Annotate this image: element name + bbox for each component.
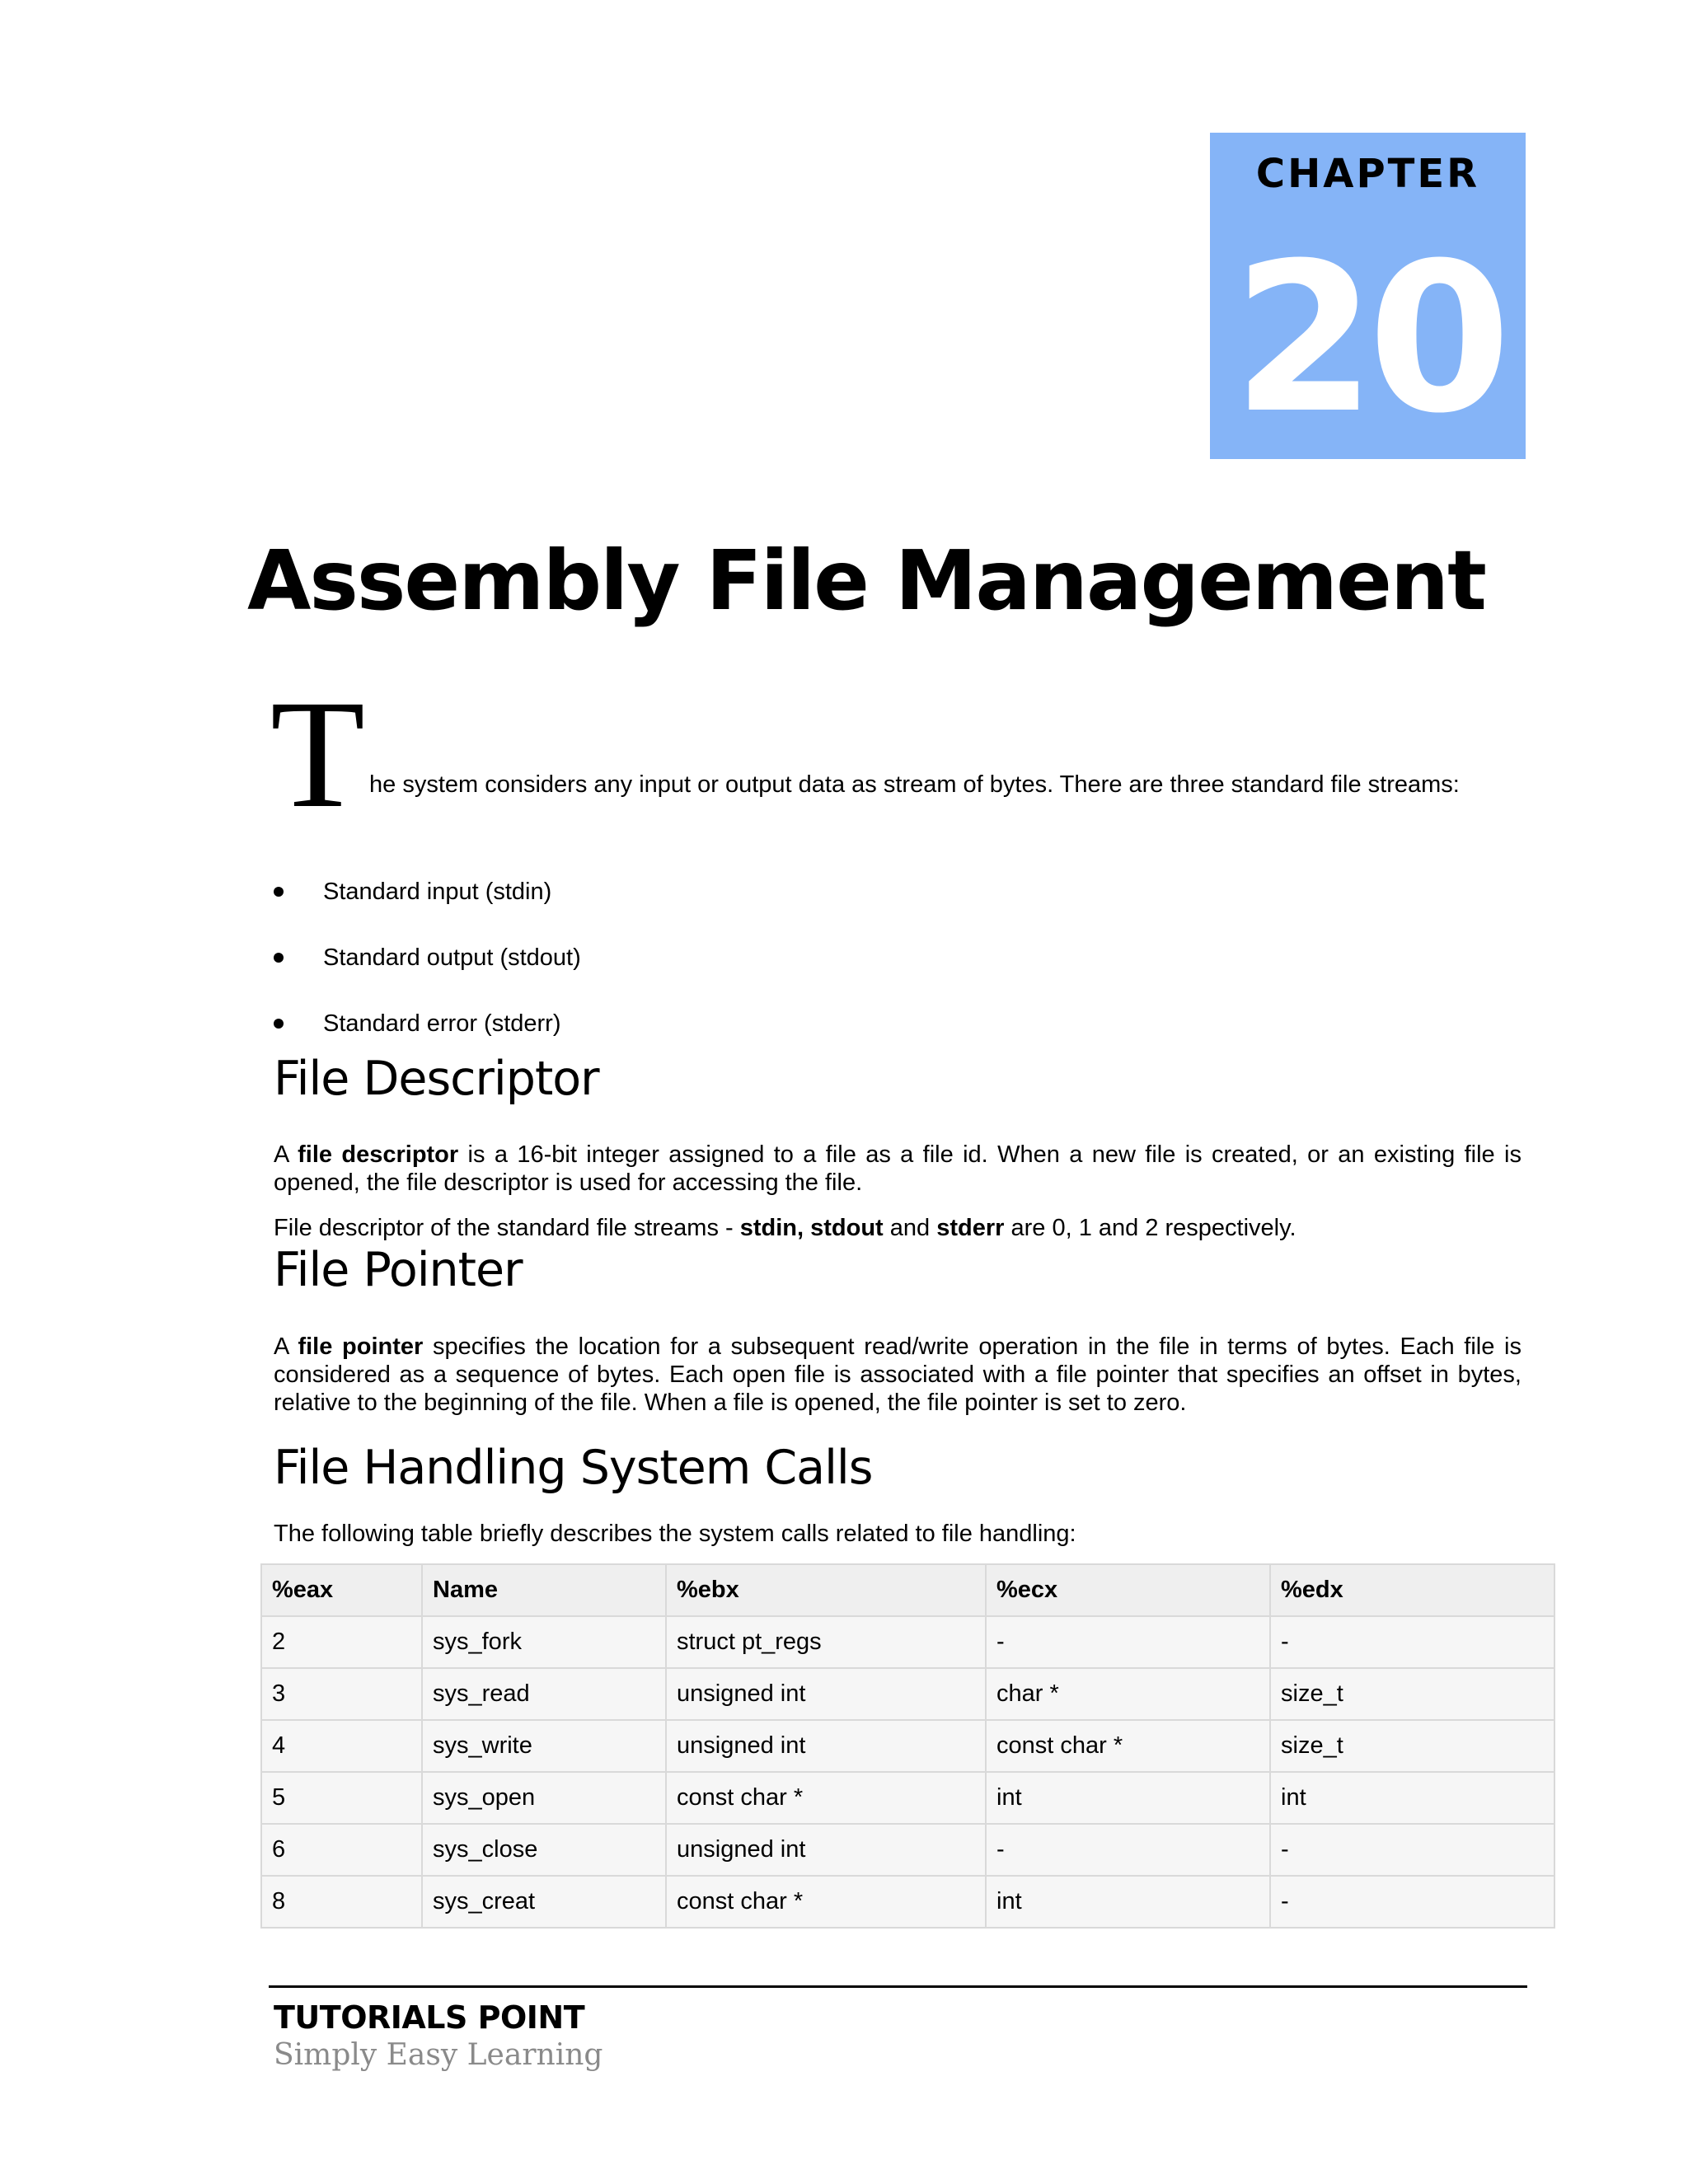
table-cell: unsigned int	[666, 1720, 986, 1772]
text-run: are 0, 1 and 2 respectively.	[1004, 1215, 1296, 1241]
term-file-descriptor: file descriptor	[298, 1141, 459, 1168]
table-row	[261, 1720, 1554, 1772]
page-title: Assembly File Management	[247, 532, 1485, 629]
table-cell: 2	[261, 1616, 422, 1668]
chapter-badge	[1210, 133, 1526, 459]
table-cell: -	[1270, 1824, 1554, 1876]
text-run: and	[883, 1215, 937, 1241]
heading-file-handling: File Handling System Calls	[274, 1441, 873, 1495]
standard-descriptors-paragraph	[274, 1214, 1522, 1242]
table-row	[261, 1668, 1554, 1720]
file-descriptor-paragraph	[274, 1141, 1522, 1197]
column-header: %ebx	[666, 1564, 986, 1616]
term-file-pointer: file pointer	[298, 1333, 424, 1360]
table-cell: 5	[261, 1772, 422, 1824]
intro-paragraph: he system considers any input or output data as stream of bytes. There are three standard file streams:	[369, 771, 1460, 798]
table-cell: 6	[261, 1824, 422, 1876]
term-stdin-stdout: stdin, stdout	[739, 1215, 884, 1241]
table-cell: sys_fork	[422, 1616, 666, 1668]
column-header: %eax	[261, 1564, 422, 1616]
column-header: %ecx	[986, 1564, 1270, 1616]
text-run: File descriptor of the standard file streams -	[274, 1215, 740, 1241]
chapter-number: 20	[1232, 218, 1503, 458]
table-cell: size_t	[1270, 1720, 1554, 1772]
text-run: is a 16-bit integer assigned to a file as a file id. When a new file is created, or an existing file is opened, the file descriptor is used for accessing the file.	[274, 1141, 1522, 1196]
table-cell: 3	[261, 1668, 422, 1720]
footer-divider	[269, 1985, 1527, 1988]
bullet-icon	[274, 887, 284, 897]
column-header: Name	[422, 1564, 666, 1616]
table-cell: size_t	[1270, 1668, 1554, 1720]
table-cell: 8	[261, 1876, 422, 1928]
drop-cap: T	[270, 668, 365, 840]
table-cell: struct pt_regs	[666, 1616, 986, 1668]
column-header: %edx	[1270, 1564, 1554, 1616]
table-row	[261, 1616, 1554, 1668]
table-cell: sys_read	[422, 1668, 666, 1720]
bullet-icon	[274, 953, 284, 963]
table-intro: The following table briefly describes the system calls related to file handling:	[274, 1521, 1076, 1547]
table-cell: -	[1270, 1876, 1554, 1928]
file-pointer-paragraph	[274, 1333, 1522, 1417]
table-cell: -	[986, 1616, 1270, 1668]
table-cell: char *	[986, 1668, 1270, 1720]
table-cell: unsigned int	[666, 1824, 986, 1876]
table-cell: int	[986, 1876, 1270, 1928]
table-cell: unsigned int	[666, 1668, 986, 1720]
table-row	[261, 1876, 1554, 1928]
table-cell: sys_write	[422, 1720, 666, 1772]
heading-file-descriptor: File Descriptor	[274, 1052, 599, 1106]
table-row	[261, 1772, 1554, 1824]
list-item-text: Standard input (stdin)	[323, 879, 552, 905]
table-cell: const char *	[666, 1876, 986, 1928]
table-row	[261, 1824, 1554, 1876]
table-cell: int	[986, 1772, 1270, 1824]
heading-file-pointer: File Pointer	[274, 1243, 523, 1297]
list-item-text: Standard output (stdout)	[323, 944, 581, 971]
table-cell: -	[986, 1824, 1270, 1876]
table-cell: const char *	[666, 1772, 986, 1824]
table-cell: const char *	[986, 1720, 1270, 1772]
table-cell: -	[1270, 1616, 1554, 1668]
table-cell: sys_creat	[422, 1876, 666, 1928]
table-cell: 4	[261, 1720, 422, 1772]
bullet-icon	[274, 1019, 284, 1029]
table-cell: sys_open	[422, 1772, 666, 1824]
list-item-text: Standard error (stderr)	[323, 1010, 561, 1037]
text-run: A	[274, 1141, 298, 1168]
chapter-label: CHAPTER	[1255, 151, 1480, 197]
table-header-row	[261, 1564, 1554, 1616]
footer-tagline: Simply Easy Learning	[274, 2038, 603, 2072]
footer-brand: TUTORIALS POINT	[274, 1999, 585, 2036]
table-cell: int	[1270, 1772, 1554, 1824]
syscall-table	[260, 1563, 1555, 1929]
term-stderr: stderr	[936, 1215, 1005, 1241]
text-run: specifies the location for a subsequent read/write operation in the file in terms of bytes. Each file is considered as a sequence of bytes. Each open file is associated with a file pointer that specifies an offset in bytes, relative to the beginning of the file. When a file is opened, the file pointer is set to zero.	[274, 1333, 1522, 1416]
table-cell: sys_close	[422, 1824, 666, 1876]
text-run: A	[274, 1333, 298, 1360]
